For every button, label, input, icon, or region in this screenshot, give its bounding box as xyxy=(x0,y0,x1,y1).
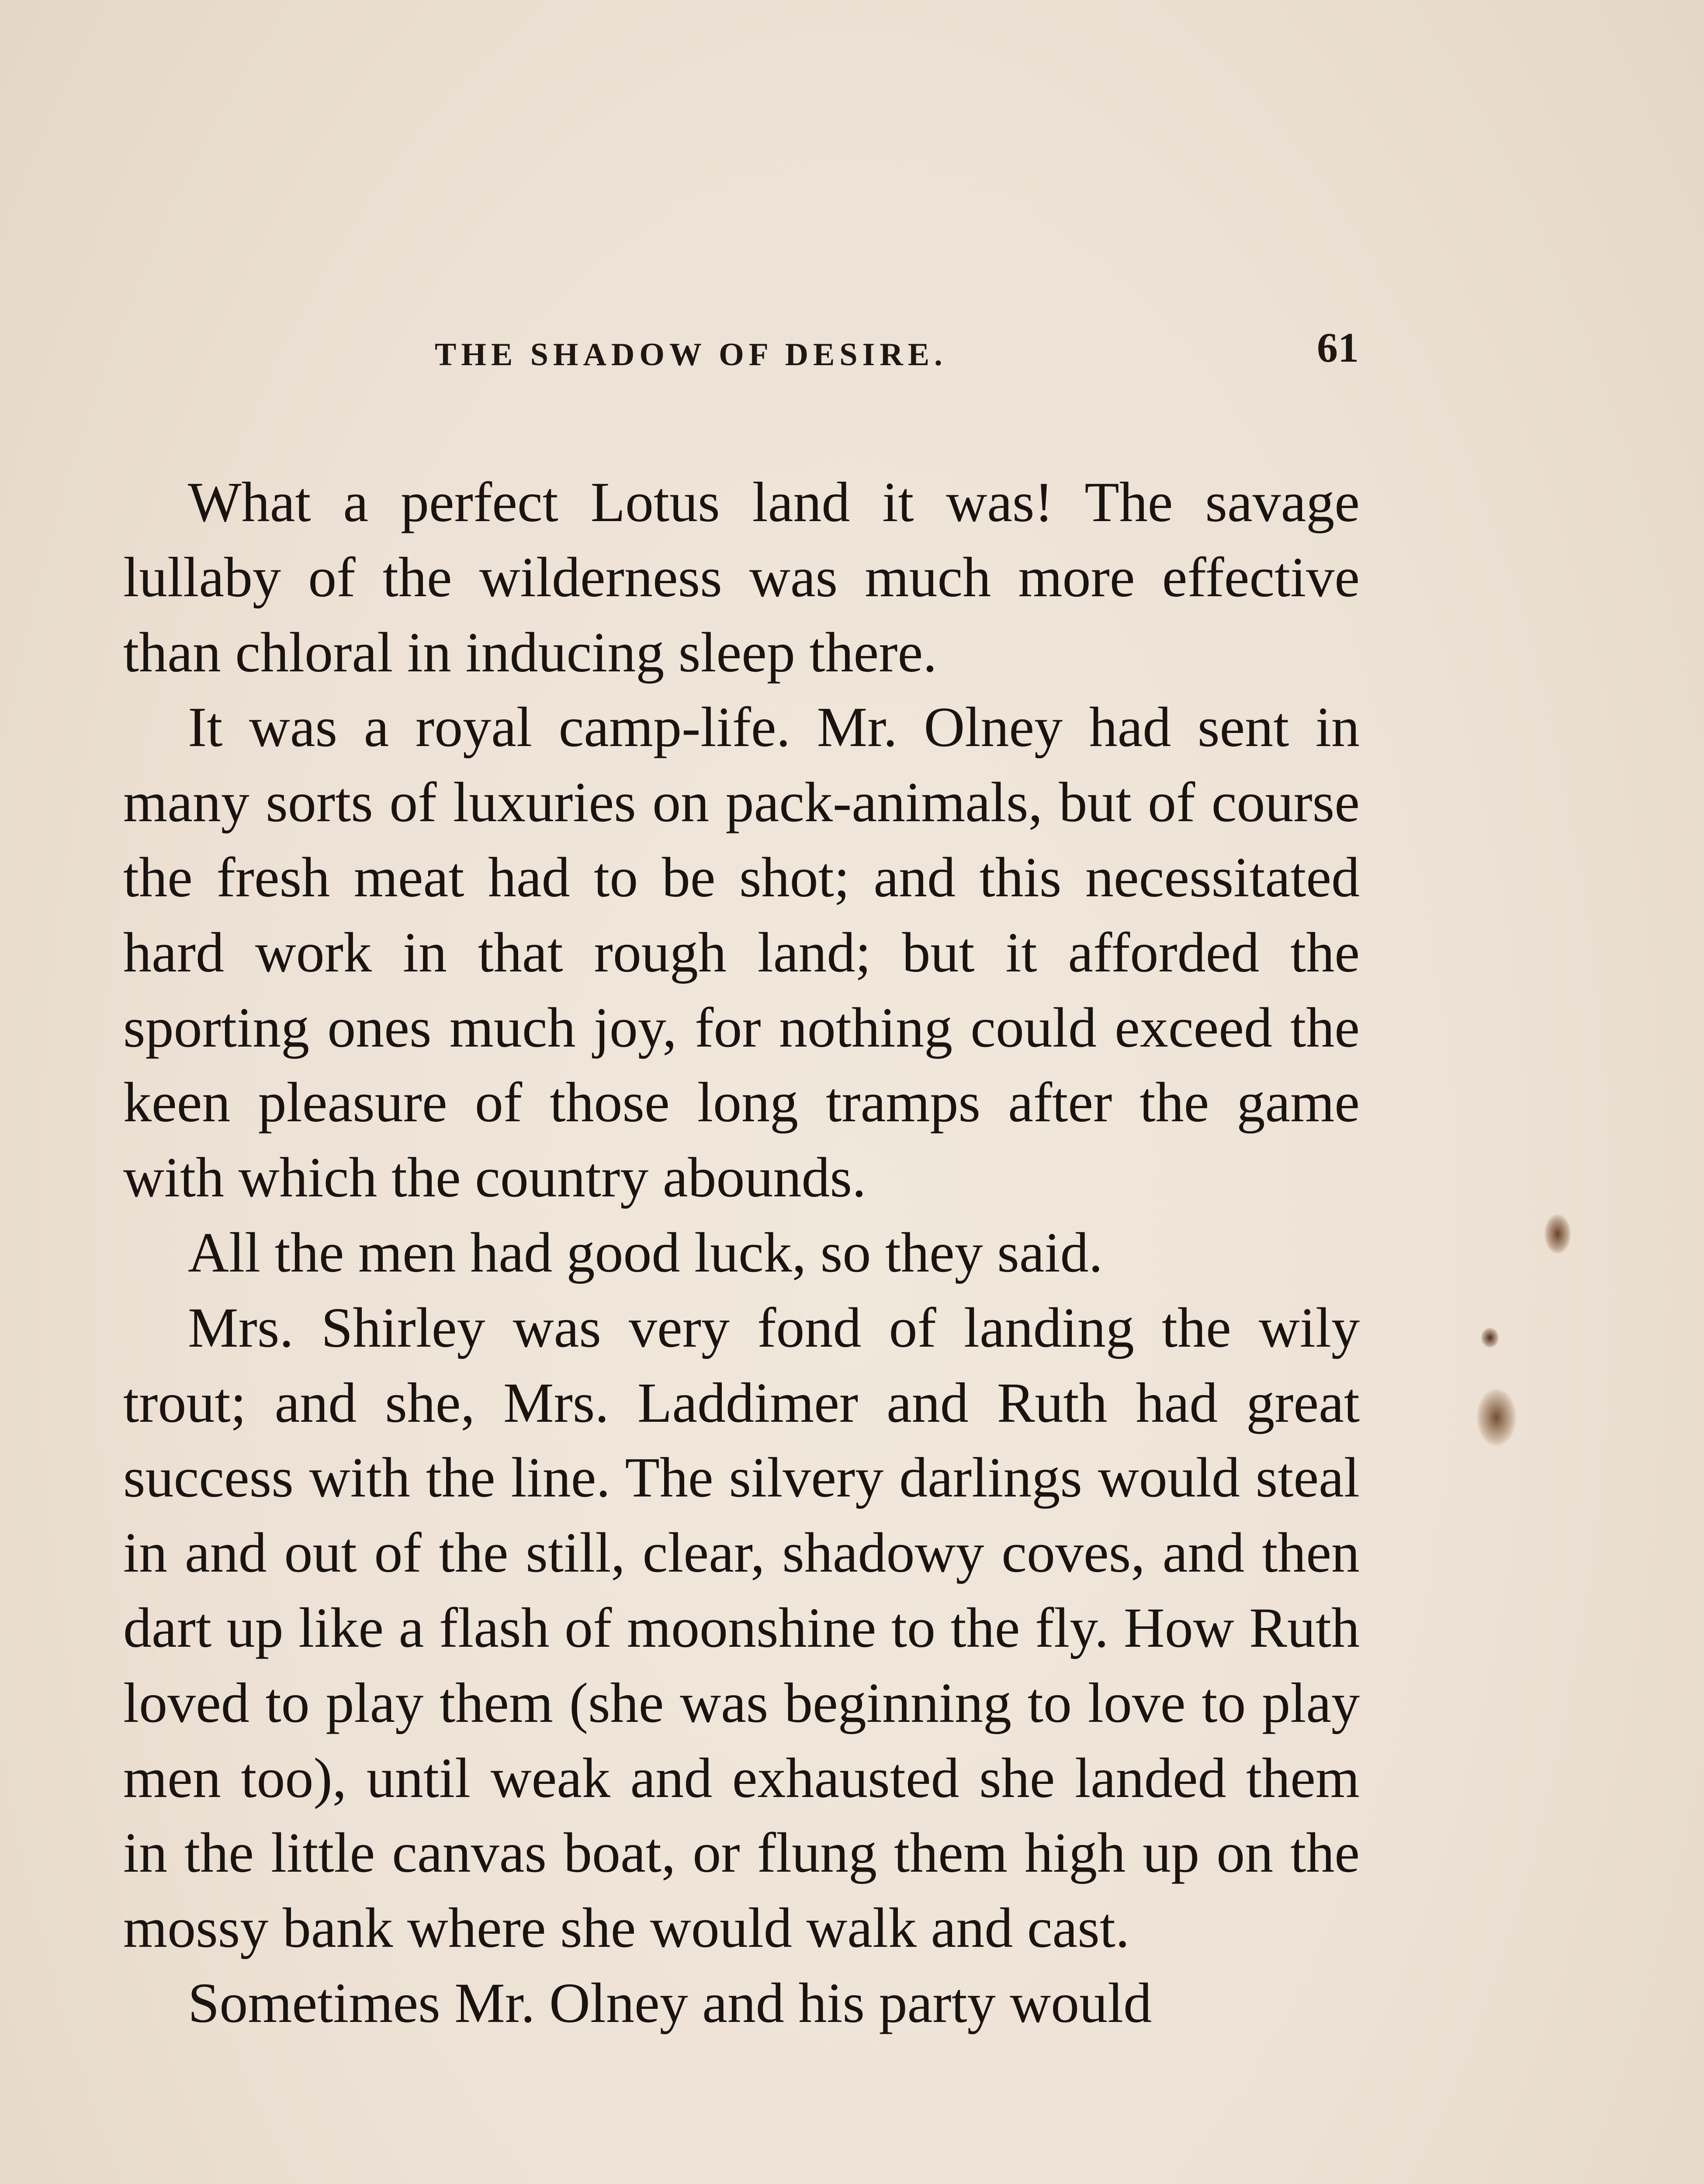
paragraph: It was a royal camp-life. Mr. Olney had sent in many sorts of luxuries on pack-animals, but of course the fresh meat had to be shot; and this necessitated hard work in that rough land; but it afforded the sporting ones much joy, for nothing could exceed the keen pleasure of those long tramps after the game with which the country abounds. xyxy=(123,696,1360,1209)
paragraph: What a perfect Lotus land it was! The savage lullaby of the wilderness was much more effective than chloral in inducing sleep there. xyxy=(123,471,1360,684)
foxing-stain xyxy=(1477,1389,1516,1446)
foxing-stain xyxy=(1481,1328,1499,1348)
body-text xyxy=(123,465,1360,2041)
page-number: 61 xyxy=(1317,324,1359,371)
paragraph-continued: Sometimes Mr. Olney and his party would xyxy=(188,1971,1152,2035)
paragraph: Mrs. Shirley was very fond of landing the wily trout; and she, Mrs. Laddimer and Ruth had great success with the line. The silvery darlings would steal in and out of the still, clear, shadowy coves, and then dart up like a flash of moonshine to the fly. How Ruth loved to play them (she was beginning to love to play men too), until weak and exhausted she landed them in the little canvas boat, or flung them high up on the mossy bank where she would walk and cast. xyxy=(123,1296,1360,1960)
running-head xyxy=(122,323,1359,384)
paragraph: All the men had good luck, so they said. xyxy=(188,1221,1103,1284)
running-title: THE SHADOW OF DESIRE. xyxy=(435,337,947,373)
foxing-stain xyxy=(1545,1214,1571,1254)
